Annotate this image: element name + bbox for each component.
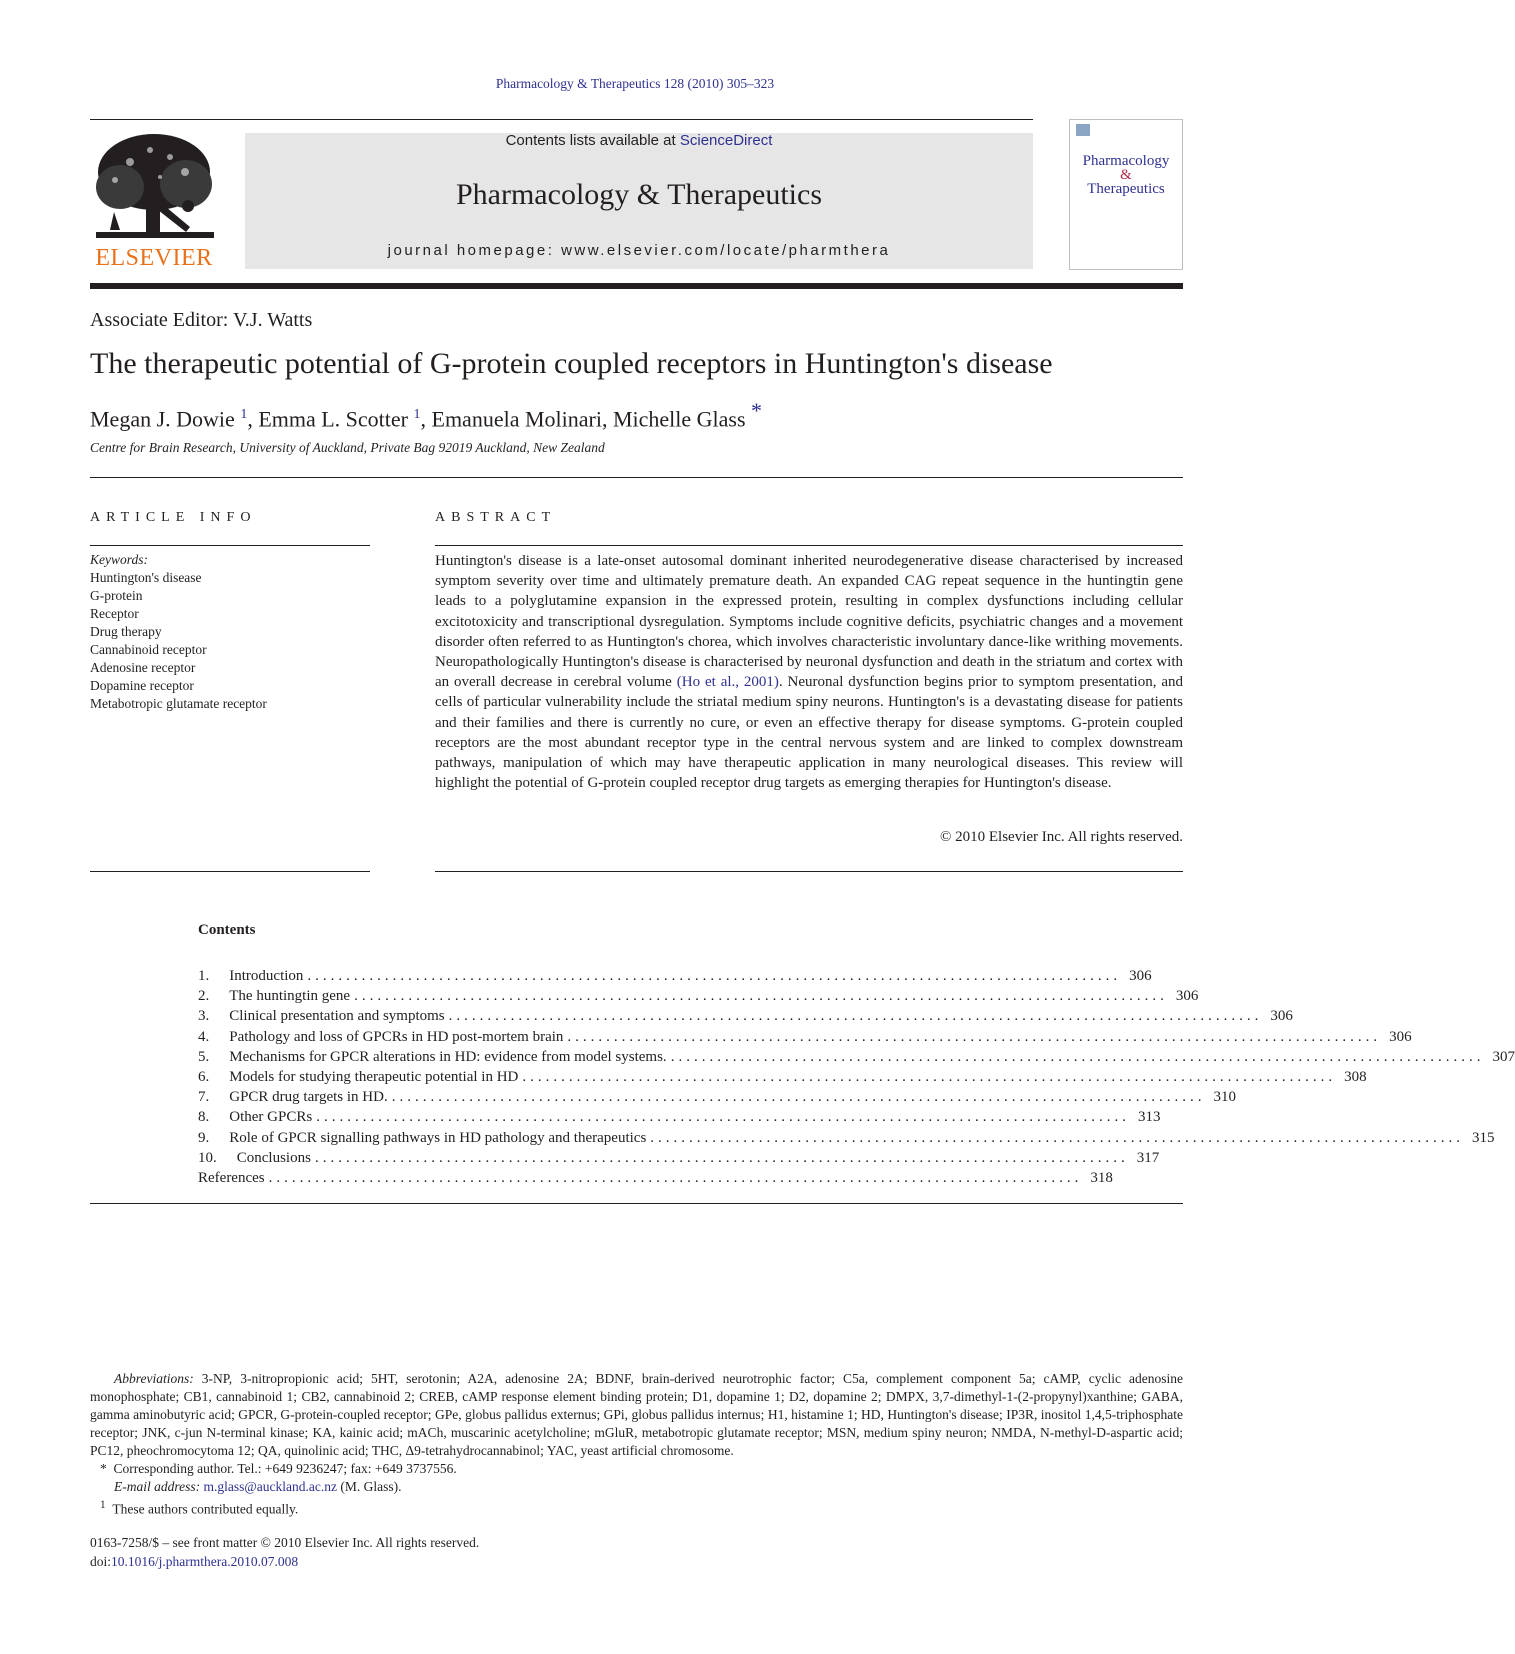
cover-title-line2: & xyxy=(1120,167,1132,183)
toc-page: 317 xyxy=(1136,1149,1160,1166)
abstract-rule xyxy=(435,545,1183,546)
toc-entry[interactable] xyxy=(198,1067,1367,1087)
toc-page: 308 xyxy=(1344,1068,1367,1085)
associate-editor: Associate Editor: V.J. Watts xyxy=(90,309,313,331)
toc-title: Role of GPCR signalling pathways in HD pathology and therapeutics xyxy=(229,1129,647,1146)
article-info-rule xyxy=(90,545,370,546)
email-suffix: (M. Glass). xyxy=(337,1479,402,1494)
toc-entry[interactable] xyxy=(198,1047,1515,1067)
footnotes xyxy=(90,1370,1183,1519)
article-title: The therapeutic potential of G-protein coupled receptors in Huntington's disease xyxy=(90,347,1053,380)
toc-title: Pathology and loss of GPCRs in HD post-mortem brain xyxy=(229,1028,564,1045)
article-info-heading: ARTICLE INFO xyxy=(90,510,257,525)
corresponding-author-mark[interactable]: * xyxy=(751,398,763,423)
equal-contribution-footnote xyxy=(90,1496,1183,1519)
toc-leader: ......................................................................................................... xyxy=(307,968,1122,984)
toc-entry[interactable] xyxy=(198,986,1199,1006)
footnote-one-mark: 1 xyxy=(100,1499,106,1511)
toc-leader: ......................................................................................................... xyxy=(670,1048,1485,1065)
toc-title: Clinical presentation and symptoms xyxy=(229,1008,445,1025)
journal-name: Pharmacology & Therapeutics xyxy=(455,178,822,211)
contents-available-text: Contents lists available at xyxy=(505,132,680,149)
sciencedirect-link[interactable]: ScienceDirect xyxy=(679,132,773,149)
header-thick-rule xyxy=(90,283,1183,289)
toc-entry[interactable] xyxy=(198,1128,1495,1148)
author-list xyxy=(90,398,762,432)
doi-label: doi: xyxy=(90,1553,112,1569)
toc-leader: ......................................................................................................... xyxy=(567,1028,1382,1045)
toc-entry[interactable] xyxy=(198,1027,1412,1047)
toc-leader: ......................................................................................................... xyxy=(268,1169,1083,1186)
article-info-bottom-rule xyxy=(90,871,370,872)
author-footnote-mark[interactable]: 1 xyxy=(413,407,421,422)
abbreviations-text: 3-NP, 3-nitropropionic acid; 5HT, serotonin; A2A, adenosine 2A; BDNF, brain-derived neurotrophic factor; C5a, complement component 5a; cAMP, cyclic adenosine monophosphate; CB1, cannabinoid 1; CB2, cannabinoid 2; CREB, cAMP response element binding protein; D1, dopamine 1; D2, dopamine 2; DMPX, 3,7-dimethyl-1-(2-propynyl)xanthine; GABA, gamma aminobutyric acid; GPCR, G-protein-coupled receptor; GPe, globus pallidus externus; GPi, globus pallidus internus; H1, histamine 1; HD, Huntington's disease; IP3R, inositol 1,4,5-triphosphate receptor; JNK, c-jun N-terminal kinase; KA, kainic acid; mACh, muscarinic acetylcholine; mGluR, metabotropic glutamate receptor; MSN, medium spiny neuron; NMDA, N-methyl-D-aspartic acid; PC12, pheochromocytoma 12; QA, quinolinic acid; THC, Δ9-tetrahydrocannabinol; YAC, yeast artificial chromosome. xyxy=(90,1371,1183,1458)
author-separator: , xyxy=(420,406,432,432)
author-footnote-mark[interactable]: 1 xyxy=(240,407,248,422)
homepage-label: journal homepage: xyxy=(387,242,562,259)
table-of-contents xyxy=(198,966,1515,1188)
toc-page: 306 xyxy=(1175,988,1199,1005)
top-rule xyxy=(90,119,1033,120)
abstract-heading: ABSTRACT xyxy=(435,510,557,525)
keywords-label: Keywords: xyxy=(90,552,148,567)
equal-contribution-text: These authors contributed equally. xyxy=(112,1501,299,1517)
toc-title: Introduction xyxy=(229,968,304,984)
toc-number: 1. xyxy=(198,968,210,984)
toc-page: 307 xyxy=(1492,1048,1515,1065)
keyword-item: Adenosine receptor xyxy=(90,660,196,675)
abstract-part1: Huntington's disease is a late-onset autosomal dominant inherited neurodegenerative disease characterised by increased symptom severity over time and ultimately premature death. An expanded CAG repeat sequence in the huntingtin gene leads to a polyglutamine expansion in the expressed protein, resulting in complex dysfunctions including cellular excitotoxicity and transcriptional dysregulation. Symptoms include cognitive deficits, psychiatric changes and a movement disorder often referred to as Huntington's chorea, which involves characteristic involuntary dance-like writhing movements. Neuropathologically Huntington's disease is characterised by neuronal dysfunction and death in the striatum and cortex with an overall decrease in cerebral volume xyxy=(435,553,1183,691)
toc-title: The huntingtin gene xyxy=(229,988,351,1005)
doi-link[interactable]: 10.1016/j.pharmthera.2010.07.008 xyxy=(111,1553,299,1569)
toc-title: Conclusions xyxy=(236,1149,311,1166)
toc-title: References xyxy=(198,1169,265,1186)
contents-heading: Contents xyxy=(198,922,256,938)
toc-number: 7. xyxy=(198,1089,210,1106)
toc-title: Models for studying therapeutic potential in HD xyxy=(229,1068,519,1085)
author-separator: , xyxy=(601,406,613,432)
keyword-item: Huntington's disease xyxy=(90,570,202,585)
toc-leader: ......................................................................................................... xyxy=(391,1089,1206,1106)
keyword-item: Cannabinoid receptor xyxy=(90,642,207,657)
toc-entry[interactable] xyxy=(198,966,1152,986)
keyword-item: Receptor xyxy=(90,606,139,621)
toc-page: 310 xyxy=(1213,1089,1236,1106)
section-rule xyxy=(90,477,1183,478)
author-name: Megan J. Dowie xyxy=(90,406,235,432)
toc-leader: ......................................................................................................... xyxy=(354,988,1168,1005)
affiliation: Centre for Brain Research, University of Auckland, Private Bag 92019 Auckland, New Zealand xyxy=(90,440,605,455)
toc-page: 313 xyxy=(1137,1109,1161,1126)
abstract-citation-link[interactable]: (Ho et al., 2001) xyxy=(676,674,779,691)
toc-entry[interactable] xyxy=(198,1006,1293,1026)
running-citation[interactable]: Pharmacology & Therapeutics 128 (2010) 305–323 xyxy=(495,76,775,91)
toc-page: 306 xyxy=(1129,968,1152,984)
cover-elsevier-mark-icon xyxy=(1076,124,1090,136)
journal-cover-thumbnail[interactable] xyxy=(1069,119,1183,270)
issn-block xyxy=(90,1534,479,1571)
corresponding-text: Corresponding author. Tel.: +649 9236247; fax: +649 3737556. xyxy=(113,1461,457,1476)
toc-number: 5. xyxy=(198,1048,210,1065)
abstract-bottom-rule xyxy=(435,871,1183,872)
issn-line: 0163-7258/$ – see front matter © 2010 Elsevier Inc. All rights reserved. xyxy=(90,1535,480,1550)
abbreviations-footnote xyxy=(90,1370,1183,1460)
keywords-block xyxy=(90,551,267,713)
doi-line xyxy=(90,1553,479,1572)
toc-entry[interactable] xyxy=(198,1107,1161,1127)
toc-leader: ......................................................................................................... xyxy=(316,1109,1130,1126)
toc-leader: ......................................................................................................... xyxy=(650,1129,1465,1146)
contents-available-line xyxy=(245,132,1033,149)
author-name: Emanuela Molinari xyxy=(431,406,602,432)
toc-number: 8. xyxy=(198,1109,210,1126)
toc-number: 9. xyxy=(198,1129,210,1146)
toc-leader: ......................................................................................................... xyxy=(522,1068,1337,1085)
abstract-part2: . Neuronal dysfunction begins prior to symptom presentation, and cells of particular vulnerability include the striatal medium spiny neurons. Huntington's is a devastating disease for patients and their families and there is currently no cure, or even an effective therapy for disease symptoms. G-protein coupled receptors are the most abundant receptor type in the central nervous system and are linked to complex downstream pathways, manipulation of which may have therapeutic application in many neurological diseases. This review will highlight the potential of G-protein coupled receptor drug targets as emerging therapies for Huntington's disease. xyxy=(435,674,1183,792)
elsevier-wordmark: ELSEVIER xyxy=(95,245,213,271)
toc-page: 315 xyxy=(1472,1129,1495,1146)
toc-number: 3. xyxy=(198,1008,210,1025)
author-name: Michelle Glass xyxy=(612,406,746,432)
email-footnote xyxy=(90,1478,1183,1496)
homepage-url[interactable]: www.elsevier.com/locate/pharmthera xyxy=(561,242,891,259)
toc-page: 318 xyxy=(1090,1169,1113,1186)
toc-number: 4. xyxy=(198,1028,210,1045)
keyword-item: Metabotropic glutamate receptor xyxy=(90,696,267,711)
journal-homepage xyxy=(245,242,1033,259)
author-separator: , xyxy=(247,406,259,432)
contents-bottom-rule xyxy=(90,1203,1183,1204)
toc-number: 2. xyxy=(198,988,210,1005)
toc-page: 306 xyxy=(1270,1008,1293,1025)
abstract-text xyxy=(435,551,1183,793)
toc-title: GPCR drug targets in HD. xyxy=(229,1089,388,1106)
keyword-item: Dopamine receptor xyxy=(90,678,194,693)
toc-entry[interactable] xyxy=(198,1168,1113,1188)
abbreviations-label: Abbreviations: xyxy=(114,1371,194,1386)
toc-title: Mechanisms for GPCR alterations in HD: evidence from model systems. xyxy=(229,1048,667,1065)
abstract-copyright: © 2010 Elsevier Inc. All rights reserved. xyxy=(939,829,1183,845)
email-label: E-mail address: xyxy=(114,1479,201,1494)
toc-number: 6. xyxy=(198,1068,210,1085)
email-link[interactable]: m.glass@auckland.ac.nz xyxy=(203,1479,338,1494)
keyword-item: G-protein xyxy=(90,588,143,603)
toc-entry[interactable] xyxy=(198,1148,1160,1168)
toc-number: 10. xyxy=(198,1149,217,1166)
toc-leader: ......................................................................................................... xyxy=(448,1008,1263,1025)
keyword-item: Drug therapy xyxy=(90,624,162,639)
toc-entry[interactable] xyxy=(198,1087,1236,1107)
corresponding-footnote xyxy=(90,1460,1183,1478)
footnote-star-mark: * xyxy=(100,1461,107,1476)
author-name: Emma L. Scotter xyxy=(258,406,408,432)
toc-page: 306 xyxy=(1389,1028,1412,1045)
cover-title-line1: Pharmacology xyxy=(1082,153,1170,169)
toc-title: Other GPCRs xyxy=(229,1109,313,1126)
toc-leader: ......................................................................................................... xyxy=(314,1149,1129,1166)
cover-title-line3: Therapeutics xyxy=(1087,181,1165,197)
